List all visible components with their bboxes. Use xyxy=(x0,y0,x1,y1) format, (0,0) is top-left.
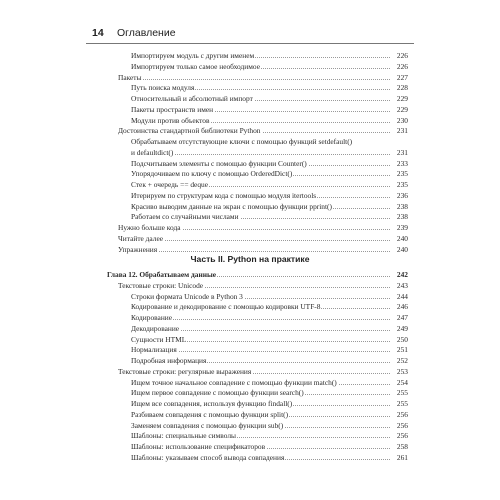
toc-entry xyxy=(118,280,408,291)
toc-entry-page: 226 xyxy=(396,51,408,60)
toc-entry-page: 226 xyxy=(396,61,408,71)
toc-entry-page: 235 xyxy=(396,169,408,179)
toc-entry-page: 247 xyxy=(396,313,408,322)
toc-entry-title: Подсчитываем элементы с помощью функции Counter() xyxy=(131,158,307,168)
part-title: Часть II. Python на практике xyxy=(190,254,310,264)
toc-entry-page: 256 xyxy=(396,431,408,441)
toc-entry-title: Путь поиска модуля xyxy=(131,83,195,93)
toc-entry-page: 238 xyxy=(396,212,408,222)
toc-entry-title: Нормализация xyxy=(131,345,177,355)
toc-entry xyxy=(131,93,408,104)
toc-entry-title: Шаблоны: специальные символы xyxy=(131,431,236,441)
toc-entry-page: 243 xyxy=(396,280,408,290)
toc-entry-title: Обрабатываем отсутствующие ключи с помощью функций setdefault() xyxy=(131,137,353,146)
toc-entry-page: 255 xyxy=(396,399,408,408)
toc-entry-page: 261 xyxy=(396,452,408,462)
toc-entry-title: Импортируем только самое необходимое xyxy=(131,61,260,71)
toc-entry xyxy=(131,291,408,302)
toc-entry-title: Итерируем по структурам кода с помощью модуля itertools xyxy=(131,190,317,200)
toc-entry-page: 250 xyxy=(396,334,408,344)
toc-entry-title: Кодирование xyxy=(131,313,173,322)
toc-entry-page: 252 xyxy=(396,356,408,365)
toc-entry-page: 238 xyxy=(396,201,408,211)
toc-entry-page: 229 xyxy=(396,94,408,103)
toc-entry-title: Ищем точное начальное совпадение с помощью функции match() xyxy=(131,377,337,387)
toc-entry xyxy=(131,168,408,179)
toc-entry xyxy=(107,269,408,280)
toc-entry-title: Глава 12. Обрабатываем данные xyxy=(107,270,217,279)
toc-entry-page: 230 xyxy=(396,115,408,125)
toc-entry-title: Разбиваем совпадения с помощью функции split() xyxy=(131,409,289,419)
toc-entry xyxy=(131,334,408,345)
toc-entry-page: 249 xyxy=(396,323,408,333)
toc-entry xyxy=(118,72,408,83)
page-number: 14 xyxy=(92,27,104,39)
toc-entry xyxy=(131,312,408,323)
toc-entry-title: Красиво выводим данные на экран с помощью функции pprint() xyxy=(131,201,332,211)
toc-entry xyxy=(131,420,408,431)
toc-entry xyxy=(118,233,408,244)
toc-entry-page: 256 xyxy=(396,420,408,430)
toc-entry xyxy=(131,147,408,158)
toc-entry xyxy=(118,222,408,233)
toc-entry xyxy=(131,211,408,222)
toc-entry-page: 251 xyxy=(396,345,408,355)
toc-entry-page: 231 xyxy=(396,126,408,136)
toc-entry xyxy=(131,355,408,366)
toc-entry-page: 258 xyxy=(396,442,408,451)
toc-entry-title: Читайте далее xyxy=(118,233,164,243)
toc-entry-title: Работаем со случайными числами xyxy=(131,212,239,222)
toc-entry-page: 227 xyxy=(396,72,408,82)
toc-entry xyxy=(131,430,408,441)
toc-entry-page: 253 xyxy=(396,366,408,376)
toc-entry-title: Текстовые строки: регулярные выражения xyxy=(118,366,252,376)
toc-entry-title: Сущности HTML xyxy=(131,334,187,344)
toc-entry xyxy=(131,301,408,312)
toc-entry xyxy=(131,61,408,72)
toc-entry-title: Нужно больше кода xyxy=(118,223,181,232)
toc-entry xyxy=(131,377,408,388)
toc-entry-page: 244 xyxy=(396,291,408,301)
toc-entry-title: Стек + очередь == deque xyxy=(131,180,208,189)
toc-entry xyxy=(118,366,408,377)
toc-entry-title: Заменяем совпадения с помощью функции sub() xyxy=(131,420,284,430)
toc-entry xyxy=(131,50,408,61)
toc-entry-title: Ищем все совпадения, используя функцию findall() xyxy=(131,399,293,408)
toc-entry-page: 240 xyxy=(396,233,408,243)
toc-entry xyxy=(131,136,408,147)
toc-entry-title: Пакеты пространств имен xyxy=(131,104,214,114)
toc-entry xyxy=(118,125,408,136)
toc-entry-title: Упражнения xyxy=(118,244,158,254)
toc-entry-title: Модули против объектов xyxy=(131,115,210,125)
toc-entry-title: Строки формата Unicode в Python 3 xyxy=(131,291,243,301)
toc-entry xyxy=(118,244,408,255)
toc-entry-title: Относительный и абсолютный импорт xyxy=(131,94,253,103)
toc-entry xyxy=(131,441,408,452)
toc-entry-page: 256 xyxy=(396,409,408,419)
toc-entry-title: Шаблоны: указываем способ вывода совпадения xyxy=(131,452,285,462)
toc-entry xyxy=(131,201,408,212)
toc-entry-title: Подробная информация xyxy=(131,356,207,365)
toc-entry xyxy=(131,323,408,334)
toc-entry xyxy=(131,452,408,463)
toc-entry-title: Пакеты xyxy=(118,72,142,82)
toc-entry-page: 242 xyxy=(396,270,408,279)
toc-entry-page: 228 xyxy=(396,83,408,93)
toc-entry-title: Упорядочиваем по ключу с помощью OrderedDict() xyxy=(131,169,293,179)
toc-entry xyxy=(131,409,408,420)
toc-entry-title: Ищем первое совпадение с помощью функции search() xyxy=(131,388,304,398)
toc-entry-page: 240 xyxy=(396,244,408,254)
toc-entry-page: 239 xyxy=(396,223,408,232)
toc-entry-page: 254 xyxy=(396,377,408,387)
toc-entry xyxy=(131,190,408,201)
dot-leader xyxy=(118,79,390,80)
toc-entry-page: 229 xyxy=(396,104,408,114)
toc-entry-page: 231 xyxy=(396,147,408,157)
dot-leader xyxy=(118,251,390,252)
toc-entry xyxy=(131,387,408,398)
toc-entry xyxy=(131,179,408,190)
toc-entry-title: Шаблоны: использование спецификаторов xyxy=(131,442,266,451)
toc-entry-title: Достоинства стандартной библиотеки Python xyxy=(118,126,261,136)
toc-entry-title: Декодирование xyxy=(131,323,180,333)
toc-entry-page: 236 xyxy=(396,190,408,200)
toc-entry xyxy=(131,398,408,409)
toc-entry-title: Текстовые строки: Unicode xyxy=(118,280,204,290)
toc-entry-page: 233 xyxy=(396,158,408,168)
toc-entry xyxy=(131,104,408,115)
toc-entry-page: 235 xyxy=(396,180,408,189)
toc-entry-title: Импортируем модуль с другим именем xyxy=(131,51,255,60)
header-title: Оглавление xyxy=(117,27,176,39)
toc-entry-page: 255 xyxy=(396,388,408,398)
toc-entry-title: Кодирование и декодирование с помощью кодировки UTF-8 xyxy=(131,302,321,312)
toc-entry-title: и defaultdict() xyxy=(131,147,174,157)
toc-entry-page: 246 xyxy=(396,302,408,312)
toc-entry xyxy=(131,344,408,355)
toc-entry xyxy=(131,158,408,169)
toc-entry xyxy=(131,115,408,126)
toc-entry xyxy=(131,82,408,93)
